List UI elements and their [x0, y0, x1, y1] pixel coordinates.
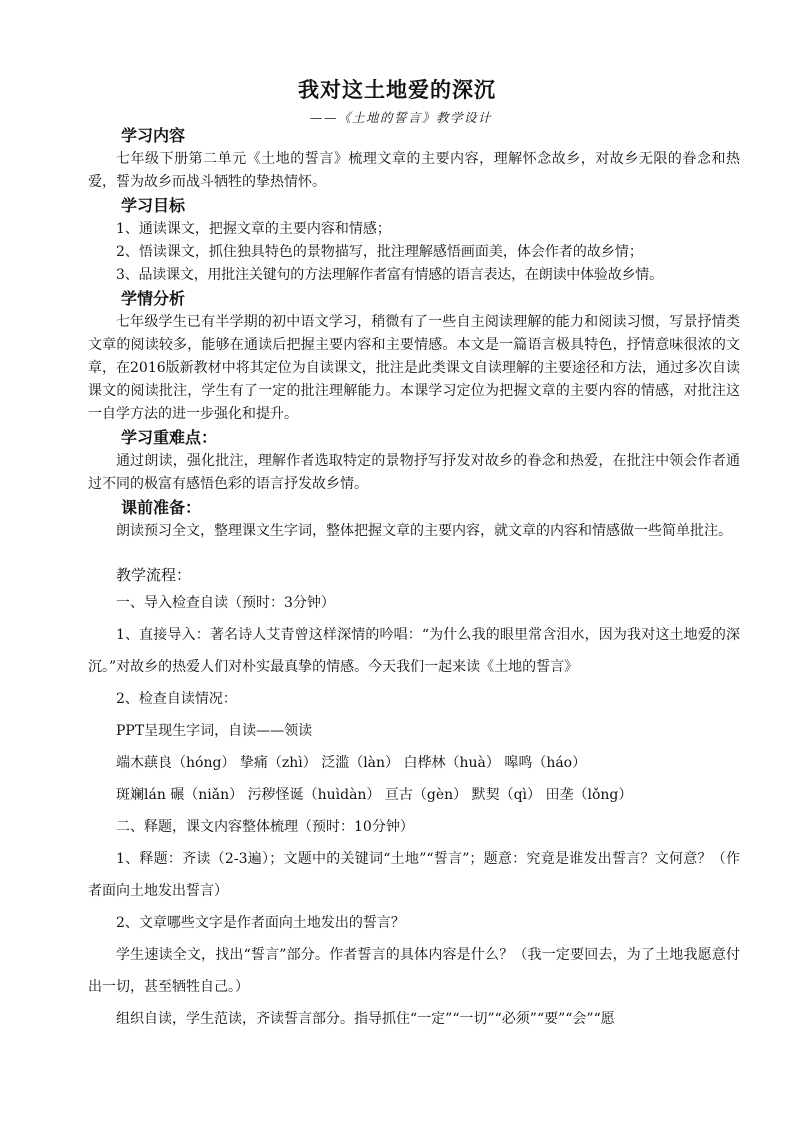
flow-step: 学生速读全文，找出“誓言”部分。作者誓言的具体内容是什么？（我一定要回去，为了土地我愿意付出一切，甚至牺牲自己。）	[88, 947, 740, 995]
flow-step: 二、释题，课文内容整体梳理（预时：10分钟）	[116, 819, 414, 835]
goal-item: 1、通读课文，把握文章的主要内容和情感；	[116, 221, 391, 237]
flow-step: 1、直接导入：著名诗人艾青曾这样深情的吟唱：“为什么我的眼里常含泪水，因为我对这土地爱的深沉。”对故乡的热爱人们对朴实最真挚的情感。今天我们一起来读《土地的誓言》	[88, 627, 740, 675]
section-text-preparation: 朗读预习全文，整理课文生字词，整体把握文章的主要内容，就文章的内容和情感做一些简单批注。	[116, 523, 732, 539]
goal-item: 2、悟读课文，抓住独具特色的景物描写，批注理解感悟画面美，体会作者的故乡情；	[116, 244, 643, 260]
flow-step: 2、检查自读情况：	[116, 691, 237, 707]
spacer	[88, 543, 740, 563]
goal-item: 3、品读课文，用批注关键句的方法理解作者富有情感的语言表达，在朗读中体验故乡情。	[116, 267, 663, 283]
flow-step: 2、文章哪些文字是作者面向土地发出的誓言？	[116, 915, 405, 931]
section-heading-key-points: 学习重难点：	[121, 428, 218, 447]
flow-step: 组织自读，学生范读，齐读誓言部分。指导抓住“一定”“一切”“必须”“要”“会”“愿	[116, 1011, 615, 1027]
section-text-content: 七年级下册第二单元《土地的誓言》梳理文章的主要内容，理解怀念故乡，对故乡无限的眷念和热爱，誓为故乡而战斗牺牲的挚热情怀。	[88, 151, 740, 190]
section-heading-analysis: 学情分析	[121, 289, 186, 308]
document-body	[88, 124, 740, 1035]
vocab-line: 斑斓lán 碾（niǎn） 污秽怪诞（huìdàn） 亘古（gèn） 默契（qì） 田垄（lǒng）	[116, 787, 633, 803]
vocab-line: 端木蕻良（hóng） 挚痛（zhì） 泛滥（làn） 白桦林（huà） 嗥鸣（háo）	[116, 755, 587, 771]
section-heading-preparation: 课前准备：	[121, 498, 202, 517]
document-subtitle: ——《土地的誓言》教学设计	[310, 110, 493, 125]
section-heading-content: 学习内容	[121, 126, 186, 145]
document-title: 我对这土地爱的深沉	[298, 78, 496, 102]
section-heading-goals: 学习目标	[121, 196, 186, 215]
flow-step: 一、导入检查自读（预时：3分钟）	[116, 595, 335, 611]
flow-step: PPT呈现生字词，自读——领读	[116, 723, 313, 739]
section-text-analysis: 七年级学生已有半学期的初中语文学习，稍微有了一些自主阅读理解的能力和阅读习惯，写景抒情类文章的阅读较多，能够在通读后把握主要内容和主要情感。本文是一篇语言极具特色，抒情意味很浓的文章，在2016版新教材中将其定位为自读课文，批注是此类课文自读理解的主要途径和方法，通过多次自读课文的阅读批注，学生有了一定的批注理解能力。本课学习定位为把握文章的主要内容的情感，对批注这一自学方法的进一步强化和提升。	[88, 314, 740, 422]
section-text-key-points: 通过朗读，强化批注，理解作者选取特定的景物抒写抒发对故乡的眷念和热爱，在批注中领会作者通过不同的极富有感悟色彩的语言抒发故乡情。	[88, 453, 740, 492]
flow-step: 1、释题：齐读（2-3遍）；文题中的关键词“土地”“誓言”；题意：究竟是谁发出誓言？文何意？（作者面向土地发出誓言）	[88, 851, 740, 899]
flow-heading: 教学流程：	[116, 566, 192, 584]
